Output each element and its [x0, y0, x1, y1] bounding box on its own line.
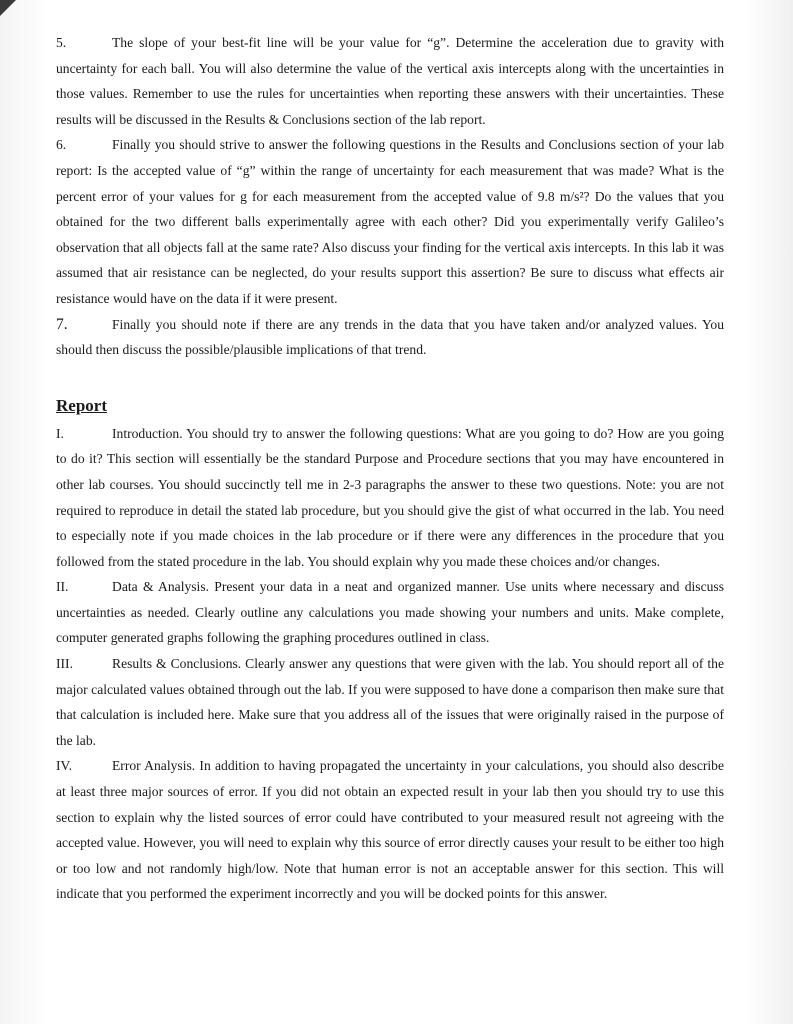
report-section-results-conclusions — [56, 651, 724, 753]
section-numeral: II. — [56, 579, 69, 595]
report-section-error-analysis — [56, 753, 724, 907]
section-text: Data & Analysis. Present your data in a neat and organized manner. Use units where necessary and discuss uncertainties as needed. Clearly outline any calculations you made showing your numbers and units. Make complete, computer generated graphs following the graphing procedures outlined in class. — [56, 579, 724, 646]
question-7 — [56, 312, 724, 363]
section-text: Introduction. You should try to answer the following questions: What are you going to do? How are you going to do it? This section will essentially be the standard Purpose and Procedure sections that you may have encountered in other lab courses. You should succinctly tell me in 2-3 paragraphs the answer to these two questions. Note: you are not required to reproduce in detail the stated lab procedure, but you should give the gist of what occurred in the lab. You need to especially note if you made choices in the lab procedure or if there were any differences in the procedure that you followed from the stated procedure in the lab. You should explain why you made these choices and/or changes. — [56, 425, 724, 569]
section-text: Error Analysis. In addition to having propagated the uncertainty in your calculations, you should also describe at least three major sources of error. If you did not obtain an expected result in your lab then you should try to use this section to explain why the listed sources of error could have contributed to your measured result not agreeing with the accepted value. However, you will need to explain why this source of error directly causes your result to be either too high or too low and not randomly high/low. Note that human error is not an acceptable answer for this section. This will indicate that you performed the experiment incorrectly and you will be docked points for this answer. — [56, 758, 724, 902]
question-number: 7. — [56, 315, 68, 333]
report-heading: Report — [56, 395, 107, 415]
question-text: The slope of your best-fit line will be your value for “g”. Determine the acceleration due to gravity with uncertainty for each ball. You will also determine the value of the vertical axis intercepts along with the uncertainties in those values. Remember to use the rules for uncertainties when reporting these answers with their uncertainties. These results will be discussed in the Results & Conclusions section of the lab report. — [56, 35, 724, 127]
question-number: 6. — [56, 137, 67, 153]
question-5 — [56, 30, 724, 132]
question-number: 5. — [56, 35, 67, 50]
section-numeral: III. — [56, 656, 73, 672]
section-spacer — [56, 363, 724, 395]
question-text: Finally you should strive to answer the following questions in the Results and Conclusions section of your lab report: Is the accepted value of “g” within the range of uncertainty for each measurement that was made? What is the percent error of your values for g for each measurement from the accepted value of 9.8 m/s²? Do the values that you obtained for the two different balls experimentally agree with each other? Did you experimentally verify Galileo’s observation that all objects fall at the same rate? Also discuss your finding for the vertical axis intercepts. In this lab it was assumed that air resistance can be neglected, do your results support this assertion? Be sure to discuss what effects air resistance would have on the data if it were present. — [56, 137, 724, 306]
document-body — [56, 30, 724, 907]
section-text: Results & Conclusions. Clearly answer any questions that were given with the lab. You should report all of the major calculated values obtained through out the lab. If you were supposed to have done a comparison then make sure that that calculation is included here. Make sure that you address all of the issues that were originally raised in the purpose of the lab. — [56, 656, 724, 748]
report-section-introduction — [56, 421, 724, 575]
question-6 — [56, 132, 724, 311]
report-section-data-analysis — [56, 574, 724, 651]
page-corner-fold — [0, 0, 16, 16]
section-numeral: IV. — [56, 758, 72, 774]
section-numeral: I. — [56, 425, 64, 441]
question-text: Finally you should note if there are any trends in the data that you have taken and/or analyzed values. You should then discuss the possible/plausible implications of that trend. — [56, 316, 724, 358]
